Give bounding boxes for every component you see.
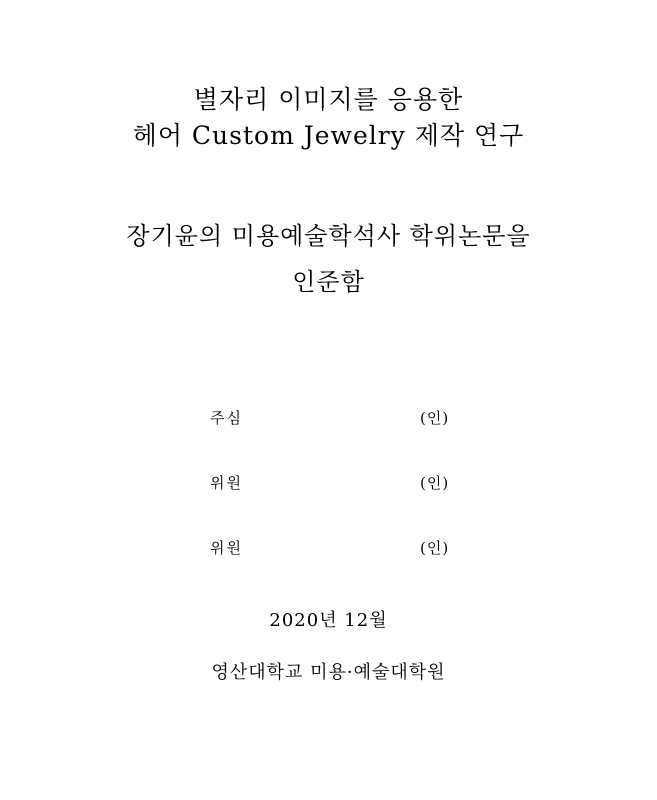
committee-row-chair <box>0 407 657 431</box>
committee-role-label: 위원 <box>210 539 243 557</box>
thesis-title-line-2: 헤어 Custom Jewelry 제작 연구 <box>132 121 525 150</box>
institution-name: 영산대학교 미용·예술대학원 <box>211 662 446 683</box>
seal-mark: (인) <box>420 409 450 427</box>
seal-mark: (인) <box>420 474 450 492</box>
approval-date: 2020년 12월 <box>269 610 388 631</box>
thesis-title-line-1: 별자리 이미지를 응용한 <box>193 85 464 114</box>
approval-statement-line-2: 인준함 <box>292 268 365 296</box>
committee-row-member-1 <box>0 472 657 496</box>
committee-role-label: 주심 <box>210 409 243 427</box>
committee-row-member-2 <box>0 537 657 561</box>
approval-statement-line-1: 장기윤의 미용예술학석사 학위논문을 <box>126 222 531 250</box>
seal-mark: (인) <box>420 539 450 557</box>
committee-role-label: 위원 <box>210 474 243 492</box>
